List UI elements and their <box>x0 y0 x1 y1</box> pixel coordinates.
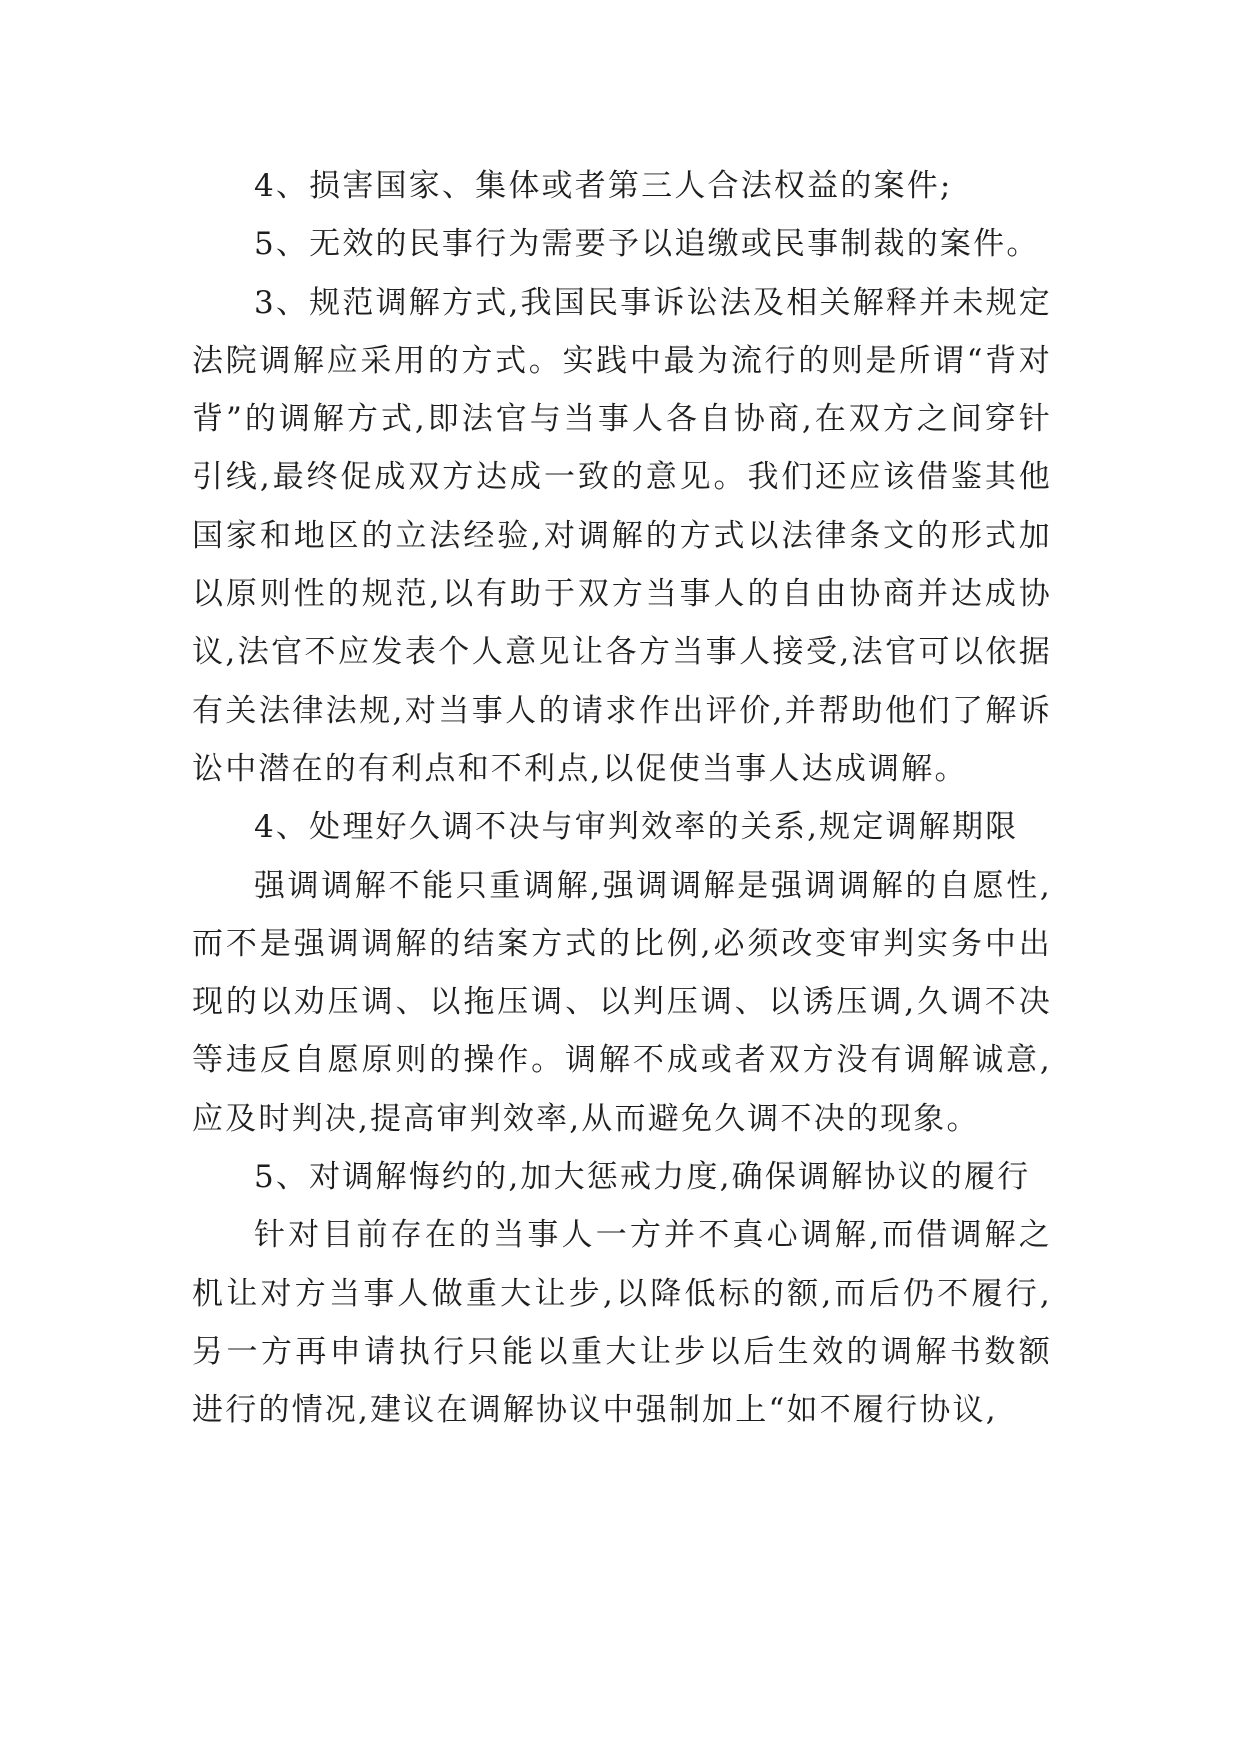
paragraph-heading-mediation-period: 4、处理好久调不决与审判效率的关系,规定调解期限 <box>254 809 1019 846</box>
paragraph-item-5-invalid: 5、无效的民事行为需要予以追缴或民事制裁的案件。 <box>254 226 1040 263</box>
paragraph-voluntary-mediation: 强调调解不能只重调解,强调调解是强调调解的自愿性,而不是强调调解的结案方式的比例,必须改变审判实务中出现的以劝压调、以拖压调、以判压调、以诱压调,久调不决等违反自愿原则的操作。调解不成或者双方没有调解诚意,应及时判决,提高审判效率,从而避免久调不决的现象。 <box>192 867 1052 1137</box>
paragraph-mediation-method: 3、规范调解方式,我国民事诉讼法及相关解释并未规定法院调解应采用的方式。实践中最为流行的则是所谓“背对背”的调解方式,即法官与当事人各自协商,在双方之间穿针引线,最终促成双方达成一致的意见。我们还应该借鉴其他国家和地区的立法经验,对调解的方式以法律条文的形式加以原则性的规范,以有助于双方当事人的自由协商并达成协议,法官不应发表个人意见让各方当事人接受,法官可以依据有关法律法规,对当事人的请求作出评价,并帮助他们了解诉讼中潜在的有利点和不利点,以促使当事人达成调解。 <box>192 284 1052 787</box>
paragraph-heading-breach-penalty: 5、对调解悔约的,加大惩戒力度,确保调解协议的履行 <box>254 1159 1031 1196</box>
document-body <box>192 157 1052 1440</box>
paragraph-breach-situation: 针对目前存在的当事人一方并不真心调解,而借调解之机让对方当事人做重大让步,以降低标的额,而后仍不履行,另一方再申请执行只能以重大让步以后生效的调解书数额进行的情况,建议在调解协议中强制加上“如不履行协议, <box>192 1217 1052 1429</box>
paragraph-item-4-harm: 4、损害国家、集体或者第三人合法权益的案件; <box>254 168 953 204</box>
